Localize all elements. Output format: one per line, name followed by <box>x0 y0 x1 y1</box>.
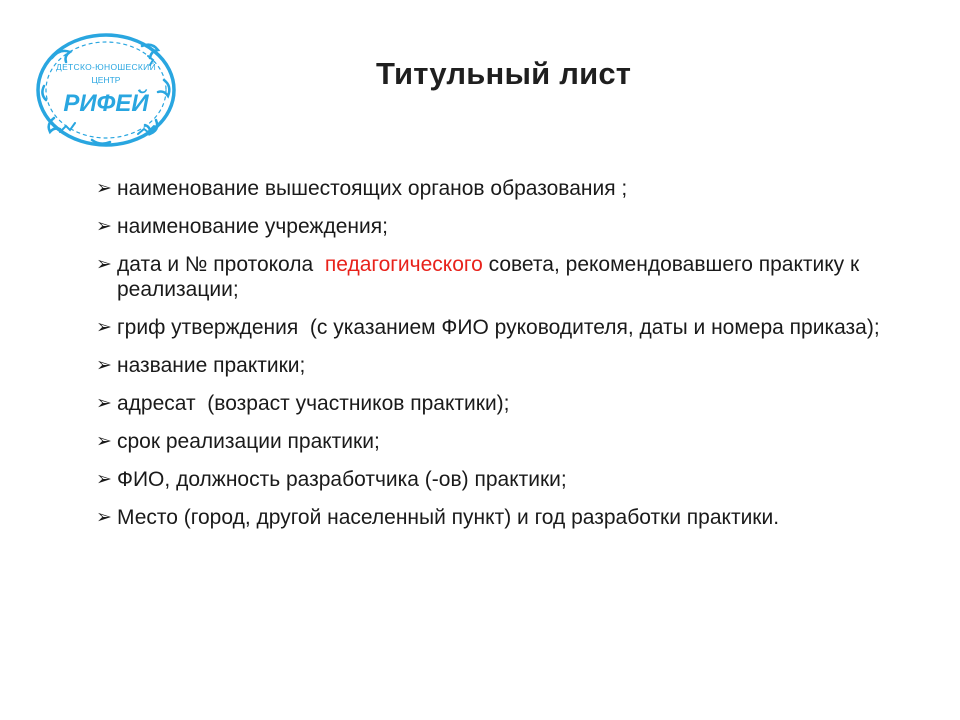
list-item-text-after: совета, рекомендовавшего практику к реализации; <box>117 253 860 301</box>
arrow-bullet-icon: ➢ <box>96 254 112 275</box>
list-item-text: название практики; <box>117 354 306 377</box>
list-item-text: наименование вышестоящих органов образования ; <box>117 177 628 200</box>
list-item <box>96 252 926 302</box>
arrow-bullet-icon: ➢ <box>96 507 112 528</box>
list-item <box>96 315 926 340</box>
arrow-bullet-icon: ➢ <box>96 431 112 452</box>
arrow-bullet-icon: ➢ <box>96 469 112 490</box>
list-item <box>96 391 926 416</box>
logo-small-line-1: ДЕТСКО-ЮНОШЕСКИЙ <box>56 62 156 72</box>
list-item <box>96 353 926 378</box>
arrow-bullet-icon: ➢ <box>96 355 112 376</box>
logo-small-line-2: ЦЕНТР <box>91 75 121 85</box>
list-item <box>96 176 926 201</box>
list-item-text-before: дата и № протокола <box>117 253 325 276</box>
arrow-bullet-icon: ➢ <box>96 393 112 414</box>
arrow-bullet-icon: ➢ <box>96 317 112 338</box>
list-item-text: ФИО, должность разработчика (-ов) практики; <box>117 468 567 491</box>
logo-name: РИФЕЙ <box>63 90 149 117</box>
list-item <box>96 214 926 239</box>
list-item-text: срок реализации практики; <box>117 430 380 453</box>
rifey-logo-icon <box>30 28 182 152</box>
arrow-bullet-icon: ➢ <box>96 216 112 237</box>
list-item <box>96 505 926 530</box>
list-item-text: наименование учреждения; <box>117 215 388 238</box>
logo-graphic <box>30 28 182 152</box>
slide-title: Титульный лист <box>376 56 632 91</box>
arrow-bullet-icon: ➢ <box>96 178 112 199</box>
list-item-text: Место (город, другой населенный пункт) и год разработки практики. <box>117 506 780 529</box>
list-item <box>96 429 926 454</box>
list-item-text: адресат (возраст участников практики); <box>117 392 510 415</box>
list-item-text: гриф утверждения (с указанием ФИО руководителя, даты и номера приказа); <box>117 316 880 339</box>
highlighted-word: педагогического <box>324 253 483 276</box>
list-item <box>96 467 926 492</box>
title-page-requirements-list <box>96 176 926 543</box>
